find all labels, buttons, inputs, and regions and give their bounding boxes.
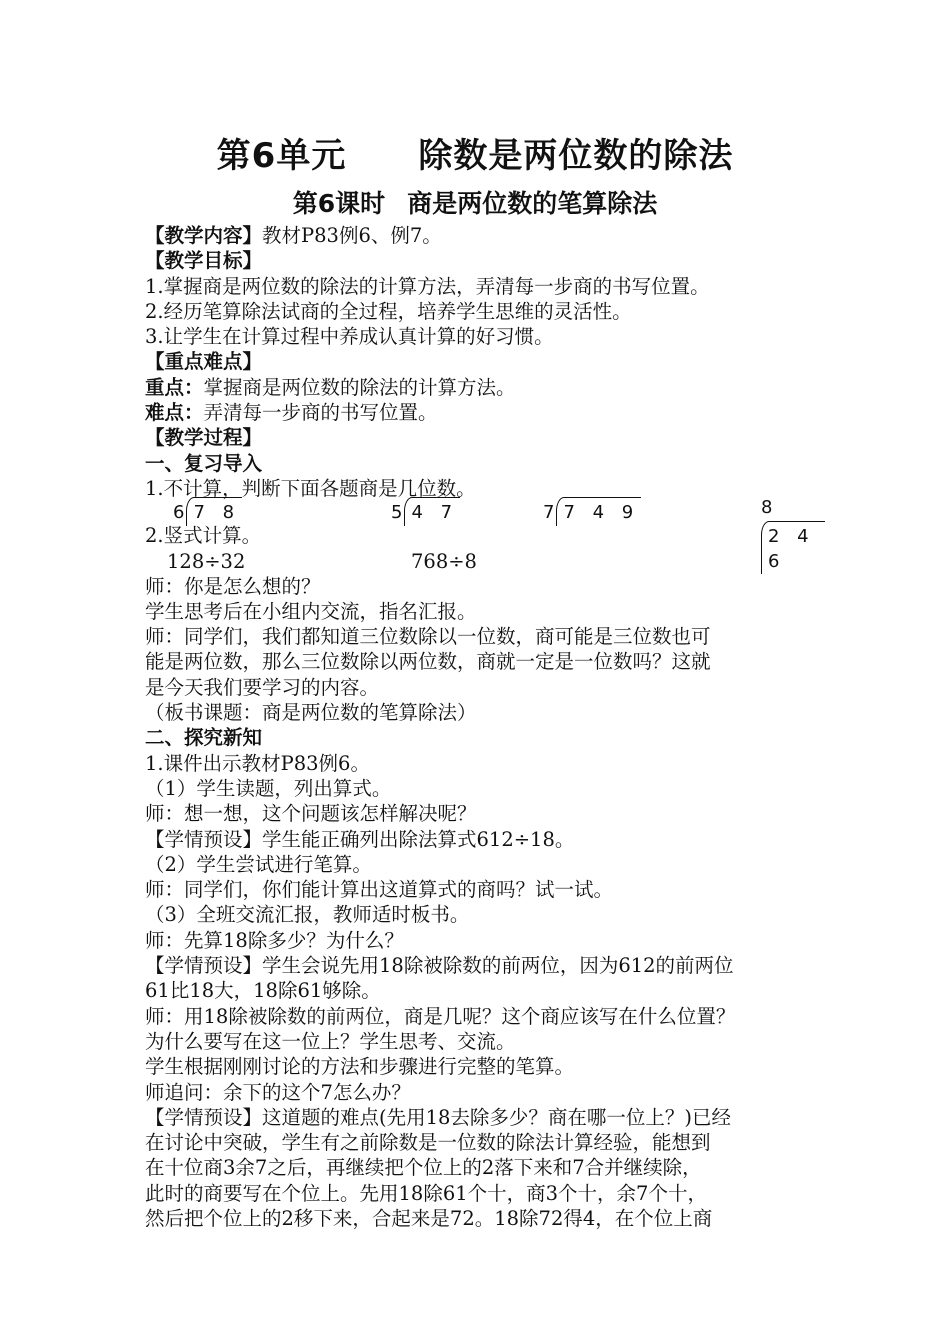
text-line: 1.课件出示教材P83例6。	[145, 751, 370, 775]
text-line: 然后把个位上的2移下来，合起来是72。18除72得4，在个位上商	[145, 1206, 713, 1230]
text-line: 师：同学们，我们都知道三位数除以一位数，商可能是三位数也可	[145, 625, 711, 649]
document-body	[145, 223, 825, 1231]
key-point-label: 重点：	[145, 375, 204, 399]
dividend: 7 4 9	[556, 497, 641, 525]
text-line: 在讨论中突破，学生有之前除数是一位数的除法计算经验，能想到	[145, 1131, 711, 1155]
section-explore-heading: 二、探究新知	[145, 726, 263, 750]
calc-expression: 128÷32	[167, 549, 246, 573]
calc-row	[145, 549, 825, 574]
text-line: 【学情预设】这道题的难点(先用18去除多少？商在哪一位上？)已经	[145, 1105, 732, 1129]
difficulty-label: 难点：	[145, 401, 204, 425]
division-problem	[543, 497, 641, 525]
text-line: 师：用18除被除数的前两位，商是几呢？这个商应该写在什么位置？	[145, 1004, 736, 1028]
question-2: 2.竖式计算。	[145, 524, 262, 548]
divisor: 7	[543, 502, 555, 524]
divisor: 8	[761, 497, 773, 519]
key-points-heading: 【重点难点】	[145, 350, 263, 374]
text-line: 61比18大，18除61够除。	[145, 979, 381, 1003]
key-point-text: 掌握商是两位数的除法的计算方法。	[203, 375, 516, 399]
unit-name: 除数是两位数的除法	[418, 136, 734, 176]
text-line: （1）学生读题，列出算式。	[145, 776, 392, 800]
divisor: 6	[173, 502, 185, 524]
objective-item: 3.让学生在计算过程中养成认真计算的好习惯。	[145, 325, 554, 349]
difficulty-line	[145, 400, 825, 425]
divisor: 5	[391, 502, 403, 524]
key-point-line	[145, 375, 825, 400]
lesson-name: 商是两位数的笔算除法	[407, 189, 658, 218]
text-line: 在十位商3余7之后，再继续把个位上的2落下来和7合并继续除，	[145, 1156, 702, 1180]
text-line: 【学情预设】学生会说先用18除被除数的前两位，因为612的前两位	[145, 954, 734, 978]
difficulty-text: 弄清每一步商的书写位置。	[203, 401, 438, 425]
text-line: 师：你是怎么想的？	[145, 574, 321, 598]
dividend: 7 8	[186, 497, 242, 525]
teaching-content-label: 【教学内容】	[145, 224, 263, 247]
dividend: 4 7	[404, 497, 460, 525]
lesson-title	[0, 184, 950, 220]
text-line: （板书课题：商是两位数的笔算除法）	[145, 701, 477, 725]
question-1: 1.不计算，判断下面各题商是几位数。	[145, 476, 476, 500]
objective-item: 1.掌握商是两位数的除法的计算方法，弄清每一步商的书写位置。	[145, 274, 710, 298]
unit-number: 第6单元	[216, 136, 347, 176]
division-problem	[391, 497, 460, 525]
text-line: （2）学生尝试进行笔算。	[145, 852, 372, 876]
text-line: 学生根据刚刚讨论的方法和步骤进行完整的笔算。	[145, 1055, 575, 1079]
objective-item: 2.经历笔算除法试商的全过程，培养学生思维的灵活性。	[145, 299, 632, 323]
division-problem	[173, 497, 242, 525]
text-line: 师：想一想，这个问题该怎样解决呢？	[145, 802, 477, 826]
text-line: 师：同学们，你们能计算出这道算式的商吗？试一试。	[145, 878, 614, 902]
process-heading: 【教学过程】	[145, 426, 263, 450]
text-line: 能是两位数，那么三位数除以两位数，商就一定是一位数吗？这就	[145, 650, 711, 674]
unit-title	[0, 128, 950, 177]
text-line: 学生思考后在小组内交流，指名汇报。	[145, 599, 477, 623]
text-line: （3）全班交流汇报，教师适时板书。	[145, 903, 470, 927]
teaching-content-line	[145, 223, 825, 248]
text-line: 师：先算18除多少？为什么？	[145, 928, 404, 952]
dividend: 2 4 6	[761, 521, 825, 575]
text-line: 为什么要写在这一位上？学生思考、交流。	[145, 1029, 516, 1053]
text-line: 是今天我们要学习的内容。	[145, 675, 380, 699]
text-line: 【学情预设】学生能正确列出除法算式612÷18。	[145, 827, 575, 851]
section-review-heading: 一、复习导入	[145, 451, 263, 475]
text-line: 师追问：余下的这个7怎么办？	[145, 1080, 411, 1104]
objectives-heading: 【教学目标】	[145, 249, 263, 273]
teaching-content-text: 教材P83例6、例7。	[262, 224, 442, 247]
lesson-number: 第6课时	[292, 189, 386, 218]
calc-expression: 768÷8	[411, 549, 477, 573]
text-line: 此时的商要写在个位上。先用18除61个十，商3个十，余7个十，	[145, 1181, 707, 1205]
